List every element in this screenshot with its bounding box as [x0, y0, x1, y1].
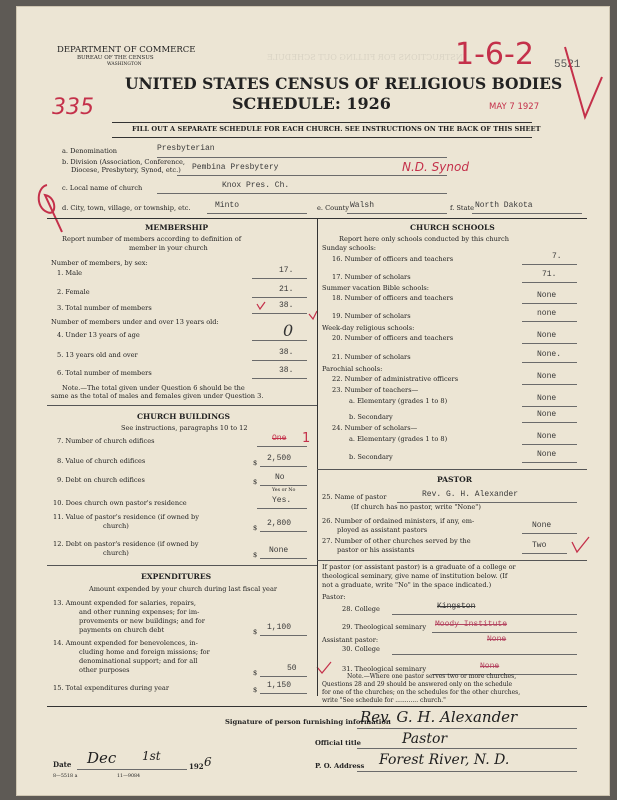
synod-mark: N.D. Synod	[402, 160, 469, 174]
q3-label: 3. Total number of members	[57, 304, 152, 312]
membership-title: MEMBERSHIP	[145, 223, 209, 232]
q22-value: None	[537, 372, 557, 381]
q30-value: None	[487, 635, 507, 644]
date-day: 1st	[142, 749, 161, 763]
official-title-value: Pastor	[402, 731, 448, 747]
q24b-value: None	[537, 450, 557, 459]
form-number: 8—5518 a	[53, 774, 78, 779]
signature-value: Rev. G. H. Alexander	[360, 708, 518, 726]
city-label: d. City, town, village, or township, etc.	[62, 204, 191, 212]
q15-value: 1,150	[267, 681, 292, 690]
address-label: P. O. Address	[315, 762, 365, 770]
q2-label: 2. Female	[57, 288, 90, 296]
q20-value: None	[537, 331, 557, 340]
membership-intro: Report number of members according to definition of	[62, 235, 242, 243]
city-value: Minto	[215, 201, 240, 210]
age-label: Number of members under and over 13 years old:	[51, 318, 219, 326]
red-r-mark-icon	[39, 185, 62, 232]
q16-value: 7.	[552, 252, 562, 261]
bureau-name: BUREAU OF THE CENSUS	[77, 55, 154, 61]
address-value: Forest River, N. D.	[379, 752, 510, 768]
membership-note-2: same as the total of males and females given under Question 3.	[51, 392, 264, 400]
schools-title: CHURCH SCHOOLS	[410, 223, 495, 232]
buildings-title: CHURCH BUILDINGS	[137, 412, 230, 421]
q9-label: 9. Debt on church edifices	[57, 476, 145, 484]
county-value: Walsh	[350, 201, 375, 210]
membership-intro-2: member in your church	[129, 244, 208, 252]
q10-value: Yes.	[272, 496, 292, 505]
expenditures-title: EXPENDITURES	[141, 572, 212, 581]
fill-instructions: FILL OUT A SEPARATE SCHEDULE FOR EACH CHURCH. SEE INSTRUCTIONS ON THE BACK OF THIS SHEET	[132, 125, 541, 133]
official-title-label: Official title	[315, 739, 361, 747]
q11-value: 2,800	[267, 519, 292, 528]
state-label: f. State	[450, 204, 475, 212]
membership-note: Note.—The total given under Question 6 should be the	[62, 384, 245, 392]
q6-label: 6. Total number of members	[57, 369, 152, 377]
q15-label: 15. Total expenditures during year	[53, 684, 169, 692]
state-value: North Dakota	[475, 201, 533, 210]
q14-label: 14. Amount expended for benevolences, in-	[53, 639, 198, 647]
division-label-2: Diocese, Presbytery, Synod, etc.)	[71, 166, 181, 174]
form-title: UNITED STATES CENSUS OF RELIGIOUS BODIES	[125, 74, 563, 93]
date-year: 6	[204, 755, 212, 769]
division-label: b. Division (Association, Conference,	[62, 158, 186, 166]
signature-label: Signature of person furnishing information	[225, 718, 391, 726]
q7-label: 7. Number of church edifices	[57, 437, 155, 445]
sunday-label: Sunday schools:	[322, 244, 376, 252]
local-name-label: c. Local name of church	[62, 184, 143, 192]
q13-value: 1,100	[267, 623, 292, 632]
q10-label: 10. Does church own pastor's residence	[53, 499, 187, 507]
year-prefix: 192	[189, 762, 204, 771]
q23b-value: None	[537, 410, 557, 419]
q19-value: none	[537, 309, 557, 318]
pastor-title: PASTOR	[437, 475, 473, 484]
q3-value: 38.	[279, 301, 294, 310]
q27-value: Two	[532, 541, 547, 550]
q7-correction: 1	[302, 431, 311, 446]
local-name-value: Knox Pres. Ch.	[222, 181, 290, 190]
q23a-value: None	[537, 394, 557, 403]
q28-value: Kingston	[437, 602, 476, 611]
q5-value: 38.	[279, 348, 294, 357]
q8-label: 8. Value of church edifices	[57, 457, 146, 465]
denomination-label: a. Denomination	[62, 147, 118, 155]
q12-value: None	[269, 546, 289, 555]
print-number: 11—9084	[117, 774, 141, 779]
q1-label: 1. Male	[57, 269, 83, 277]
q31-value: None	[480, 662, 500, 671]
q14-value: 50	[287, 664, 297, 673]
q18-value: None	[537, 291, 557, 300]
q6-value: 38.	[279, 366, 294, 375]
q7-value: One	[272, 434, 287, 443]
date-month: Dec	[87, 749, 117, 767]
code-mark: 1-6-2	[455, 37, 534, 72]
q4-label: 4. Under 13 years of age	[57, 331, 140, 339]
q17-value: 71.	[542, 270, 557, 279]
yes-no-hint: Yes or No	[272, 488, 296, 493]
sex-label: Number of members, by sex:	[51, 259, 148, 267]
q12-label-2: church)	[103, 549, 129, 557]
q11-label: 11. Value of pastor's residence (if owned by	[53, 513, 199, 521]
q26-value: None	[532, 521, 552, 530]
q29-value: Moody Institute	[435, 620, 508, 629]
census-schedule-form: INSTRUCTIONS FOR FILLING OUT SCHEDULE DEPARTMENT OF COMMERCE BUREAU OF THE CENSUS WASHINGTON UNITED STATES CENSUS OF RELIGIOUS BODIES SCHEDULE: 1926 FILL OUT A SEPARATE SCHEDULE FOR EACH CHURCH. SEE INSTRUCTIONS ON THE BACK OF THIS SHEET 5521 1-6-2 335 MAY 7 1927 a. Denomination Presbyterian b. Division (Association, Conference, Diocese, Presbytery, Synod, etc.) Pembina Presbytery N.D. Synod c. Local name of church Knox Pres. Ch. d. City, town, village, or township, etc. Minto e. County Walsh f. State North Dakota MEMBERSHIP Report number of members according to definition of member in your church Number of members, by sex: 1. Male 17. 2. Female 21. 3. Total number of members 38. Number of members under and over 13 years old: 4. Under 13 years of age 0 5. 13 years old and over 38. 6. Total number of members 38. Note.—The total given under Question 6 should be the same as the total of males and females given under Question 3. CHURCH BUILDINGS See instructions, paragraphs 10 to 12 7. Number of church edifices One 1 8. Value of church edifices $ 2,500 9. Debt on church edifices $ No Yes or No 10. Does church own pastor's residence Yes. 11. Value of pastor's residence (if owned by church) $ 2,800 12. Debt on pastor's residence (if owned by church) $ None EXPENDITURES Amount expended by your church during last fiscal year 13. Amount expended for salaries, repairs, and other running expenses; for im- provements or new buildings; and for payments on church debt $ 1,100 14. Amount expended for benevolences, in- cluding home and foreign missions; for denominational support; and for all other purposes $ 50 15. Total expenditures during year $ 1,150 CHURCH SCHOOLS Report here only schools conducted by this church Sunday schools: 16. Number of officers and teachers 7. 17. Number of scholars 71. Summer vacation Bible schools: 18. Number of officers and teachers None 19. Number of scholars none Week-day religious schools: 20. Number of officers and teachers None 21. Number of scholars None. Parochial schools: 22. Number of administrative officers None 23. Number of teachers— a. Elementary (grades 1 to 8) None b. Secondary None 24. Number of scholars— a. Elementary (grades 1 to 8) None b. Secondary None PASTOR 25. Name of pastor Rev. G. H. Alexander (If church has no pastor, write "None") 26. Number of ordained ministers, if any, em- ployed as assistant pastors None 27. Number of other churches served by the pastor or his assistants Two If pastor (or assistant pastor) is a graduate of a college or theological seminary, give name of institution below. (If not a graduate, write "No" in the space indicated.) Pastor: 28. College Kingston 29. Theological seminary Moody Institute Assistant pastor: 30. College None 31. Theological seminary None Note.—Where one pastor serves two or more churches, Questions 28 and 29 should be answered only on the schedule for one of the churches; on the schedules for the other churches, write "See schedule for ............ church." Signature of person furnishing information Rev. G. H. Alexander Official title Pastor Date Dec 1st 192 6 P. O. Address Forest River, N. D. 8—5518 a 11—9084	[16, 6, 610, 796]
q5-label: 5. 13 years old and over	[57, 351, 138, 359]
division-value: Pembina Presbytery	[192, 163, 279, 172]
q11-label-2: church)	[103, 522, 129, 530]
schools-intro: Report here only schools conducted by this church	[339, 235, 509, 243]
county-label: e. County	[317, 204, 349, 212]
received-stamp: MAY 7 1927	[489, 102, 540, 112]
q4-value: 0	[283, 321, 294, 340]
expenditures-intro: Amount expended by your church during last fiscal year	[89, 585, 278, 593]
q13-label: 13. Amount expended for salaries, repairs,	[53, 599, 196, 607]
department-name: DEPARTMENT OF COMMERCE	[57, 45, 196, 55]
number-mark: 335	[52, 95, 94, 120]
q12-label: 12. Debt on pastor's residence (if owned by	[53, 540, 199, 548]
column-divider	[317, 218, 318, 696]
pastor-name-value: Rev. G. H. Alexander	[422, 490, 519, 499]
q9-value: No	[275, 473, 285, 482]
serial-number: 5521	[554, 59, 581, 71]
red-annotation-marks	[17, 7, 609, 795]
denomination-value: Presbyterian	[157, 144, 215, 153]
q1-value: 17.	[279, 266, 294, 275]
q8-value: 2,500	[267, 454, 292, 463]
q2-value: 21.	[279, 285, 294, 294]
date-label: Date	[53, 760, 72, 769]
schedule-title: SCHEDULE: 1926	[232, 94, 391, 113]
q21-value: None.	[537, 350, 562, 359]
red-checkmark-icon	[565, 47, 602, 117]
buildings-intro: See instructions, paragraphs 10 to 12	[121, 424, 248, 432]
q24a-value: None	[537, 432, 557, 441]
bleed-through-text: INSTRUCTIONS FOR FILLING OUT SCHEDULE	[267, 53, 466, 62]
bureau-city: WASHINGTON	[107, 62, 142, 67]
